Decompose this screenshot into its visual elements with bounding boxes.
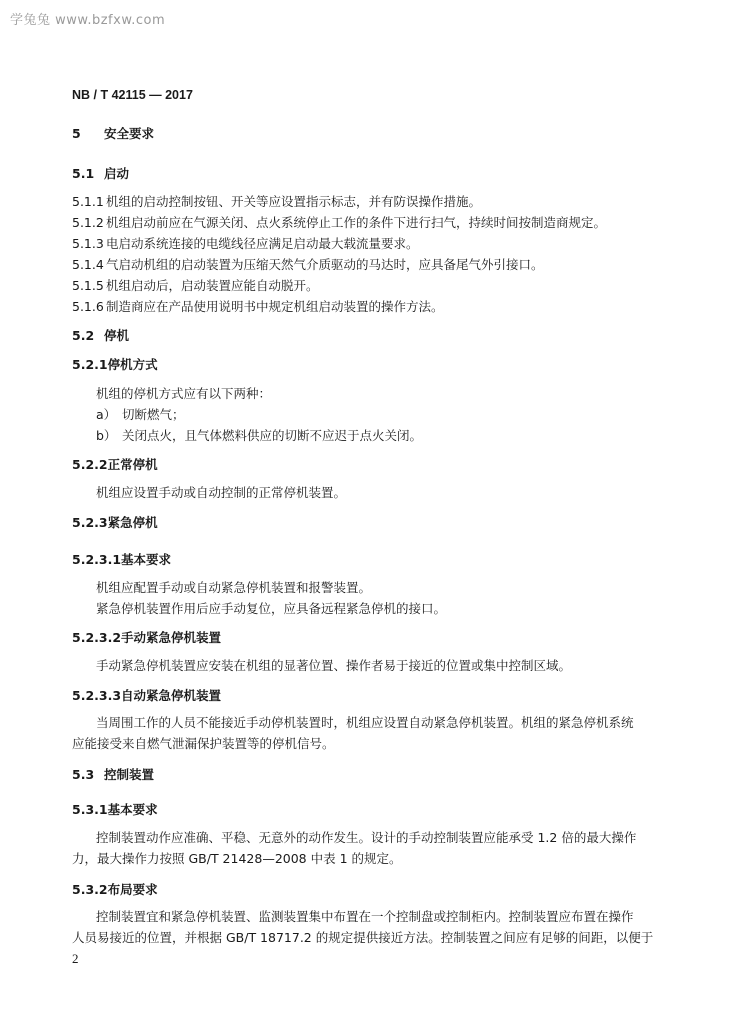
list-text: 切断燃气； (122, 407, 185, 422)
section-title: 自动紧急停机装置 (121, 688, 222, 703)
clause-number: 5.1.2 (72, 215, 104, 230)
paragraph: 机组应配置手动或自动紧急停机装置和报警装置。 (96, 580, 372, 595)
paragraph-continuation: 应能接受来自燃气泄漏保护装置等的停机信号。 (72, 736, 335, 751)
list-item (96, 426, 422, 444)
section-title: 手动紧急停机装置 (121, 630, 222, 645)
section-number: 5.2.3.1 (72, 552, 122, 567)
section-title: 控制装置 (104, 767, 155, 782)
paragraph: 手动紧急停机装置应安装在机组的显著位置、操作者易于接近的位置或集中控制区域。 (96, 658, 572, 673)
section-5-2-1-heading (72, 355, 158, 373)
section-title: 停机 (104, 328, 130, 343)
section-5-3-heading (72, 765, 154, 783)
section-title: 正常停机 (107, 457, 158, 472)
clause-text: 电启动系统连接的电缆线径应满足启动最大载流量要求。 (106, 236, 419, 251)
section-number: 5.2.3 (72, 515, 108, 530)
section-number: 5.2.3.3 (72, 688, 122, 703)
section-title: 停机方式 (107, 357, 158, 372)
section-number: 5.1 (72, 166, 95, 181)
section-title: 启动 (104, 166, 130, 181)
clause-text: 机组启动前应在气源关闭、点火系统停止工作的条件下进行扫气，持续时间按制造商规定。 (106, 215, 607, 230)
section-number: 5.3.2 (72, 882, 108, 897)
paragraph-continuation: 人员易接近的位置，并根据 GB/T 18717.2 的规定提供接近方法。控制装置之间应有足够的间距，以便于 (72, 930, 654, 945)
paragraph: 控制装置动作应准确、平稳、无意外的动作发生。设计的手动控制装置应能承受 1.2 倍的最大操作 (96, 830, 637, 845)
section-title: 安全要求 (104, 126, 155, 141)
section-5-1-heading (72, 164, 129, 182)
list-marker: a） (96, 407, 117, 422)
section-number: 5.2 (72, 328, 95, 343)
clause-number: 5.1.5 (72, 278, 104, 293)
section-5-heading (72, 124, 154, 142)
section-5-2-3-2-heading (72, 628, 221, 646)
clause-5-1-3 (72, 234, 419, 252)
clause-5-1-5 (72, 276, 319, 294)
paragraph: 机组的停机方式应有以下两种： (96, 386, 272, 401)
clause-number: 5.1.6 (72, 299, 104, 314)
section-number: 5.3 (72, 767, 95, 782)
page-number: 2 (72, 951, 79, 966)
paragraph: 机组应设置手动或自动控制的正常停机装置。 (96, 485, 347, 500)
section-5-2-3-1-heading (72, 550, 171, 568)
clause-text: 制造商应在产品使用说明书中规定机组启动装置的操作方法。 (106, 299, 444, 314)
clause-5-1-6 (72, 297, 444, 315)
clause-5-1-2 (72, 213, 606, 231)
clause-number: 5.1.1 (72, 194, 104, 209)
section-number: 5 (72, 126, 81, 141)
clause-5-1-4 (72, 255, 544, 273)
paragraph: 当周围工作的人员不能接近手动停机装置时，机组应设置自动紧急停机装置。机组的紧急停机系统 (96, 715, 634, 730)
section-title: 基本要求 (107, 802, 158, 817)
list-marker: b） (96, 428, 117, 443)
list-text: 关闭点火，且气体燃料供应的切断不应迟于点火关闭。 (122, 428, 423, 443)
section-5-2-3-heading (72, 513, 158, 531)
section-5-3-2-heading (72, 880, 158, 898)
paragraph: 紧急停机装置作用后应手动复位，应具备远程紧急停机的接口。 (96, 601, 447, 616)
clause-number: 5.1.3 (72, 236, 104, 251)
watermark: 学兔兔 www.bzfxw.com (10, 13, 166, 28)
paragraph-continuation: 力，最大操作力按照 GB/T 21428—2008 中表 1 的规定。 (72, 851, 402, 866)
clause-5-1-1 (72, 192, 481, 210)
section-5-2-2-heading (72, 455, 158, 473)
section-number: 5.2.3.2 (72, 630, 122, 645)
list-item (96, 405, 185, 423)
section-5-2-heading (72, 326, 129, 344)
section-number: 5.3.1 (72, 802, 108, 817)
section-number: 5.2.1 (72, 357, 108, 372)
clause-text: 机组的启动控制按钮、开关等应设置指示标志，并有防误操作措施。 (106, 194, 482, 209)
paragraph: 控制装置宜和紧急停机装置、监测装置集中布置在一个控制盘或控制柜内。控制装置应布置在操作 (96, 909, 634, 924)
section-title: 基本要求 (121, 552, 172, 567)
clause-number: 5.1.4 (72, 257, 104, 272)
clause-text: 机组启动后，启动装置应能自动脱开。 (106, 278, 319, 293)
section-5-3-1-heading (72, 800, 158, 818)
section-5-2-3-3-heading (72, 686, 221, 704)
document-id: NB / T 42115 — 2017 (72, 88, 193, 102)
section-title: 布局要求 (107, 882, 158, 897)
section-number: 5.2.2 (72, 457, 108, 472)
clause-text: 气启动机组的启动装置为压缩天然气介质驱动的马达时，应具备尾气外引接口。 (106, 257, 544, 272)
section-title: 紧急停机 (107, 515, 158, 530)
